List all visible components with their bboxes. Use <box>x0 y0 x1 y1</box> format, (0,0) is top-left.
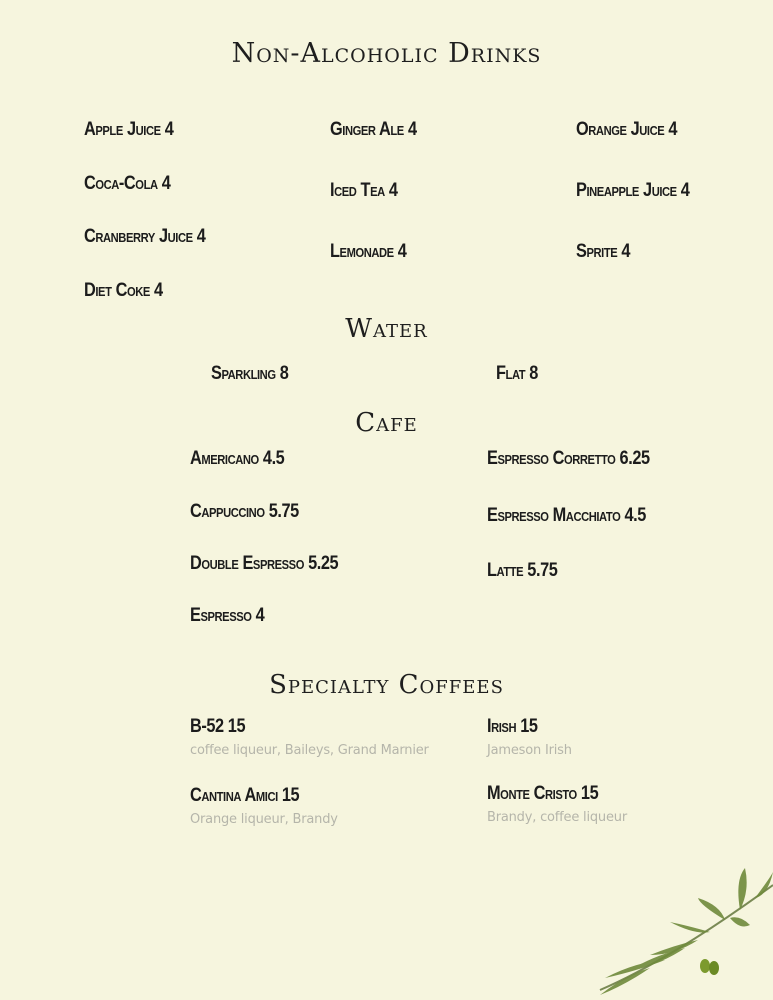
section-title-specialty-coffees: Specialty Coffees <box>269 670 504 700</box>
menu-item: Irish 15 <box>487 716 538 737</box>
menu-item: Monte Cristo 15 <box>487 783 599 804</box>
menu-item-description: Orange liqueur, Brandy <box>190 812 338 827</box>
menu-item: Espresso Corretto 6.25 <box>487 448 650 469</box>
menu-item: Iced Tea 4 <box>330 180 398 201</box>
menu-item: Cranberry Juice 4 <box>84 226 206 247</box>
menu-item: Ginger Ale 4 <box>330 119 417 140</box>
menu-item: Apple Juice 4 <box>84 119 174 140</box>
menu-item-description: Brandy, coffee liqueur <box>487 810 627 825</box>
menu-item: Orange Juice 4 <box>576 119 678 140</box>
section-title-non-alcoholic: Non-Alcoholic Drinks <box>231 38 542 69</box>
menu-item: Sparkling 8 <box>211 363 289 384</box>
menu-item: Double Espresso 5.25 <box>190 553 339 574</box>
menu-item: Lemonade 4 <box>330 241 407 262</box>
menu-item: Diet Coke 4 <box>84 280 163 301</box>
menu-item: Sprite 4 <box>576 241 631 262</box>
menu-item: Americano 4.5 <box>190 448 285 469</box>
menu-item: Espresso 4 <box>190 605 265 626</box>
menu-item: Coca-Cola 4 <box>84 173 171 194</box>
menu-item: Flat 8 <box>496 363 538 384</box>
menu-item-description: coffee liqueur, Baileys, Grand Marnier <box>190 743 429 758</box>
menu-item: Cantina Amici 15 <box>190 785 300 806</box>
menu-item: Espresso Macchiato 4.5 <box>487 505 646 526</box>
menu-item: B-52 15 <box>190 716 246 737</box>
menu-item: Pineapple Juice 4 <box>576 180 690 201</box>
menu-item-description: Jameson Irish <box>487 743 572 758</box>
menu-item: Cappuccino 5.75 <box>190 501 299 522</box>
section-title-cafe: Cafe <box>355 408 418 438</box>
section-title-water: Water <box>345 314 428 344</box>
olive-branch-icon <box>590 860 773 1000</box>
menu-item: Latte 5.75 <box>487 560 558 581</box>
